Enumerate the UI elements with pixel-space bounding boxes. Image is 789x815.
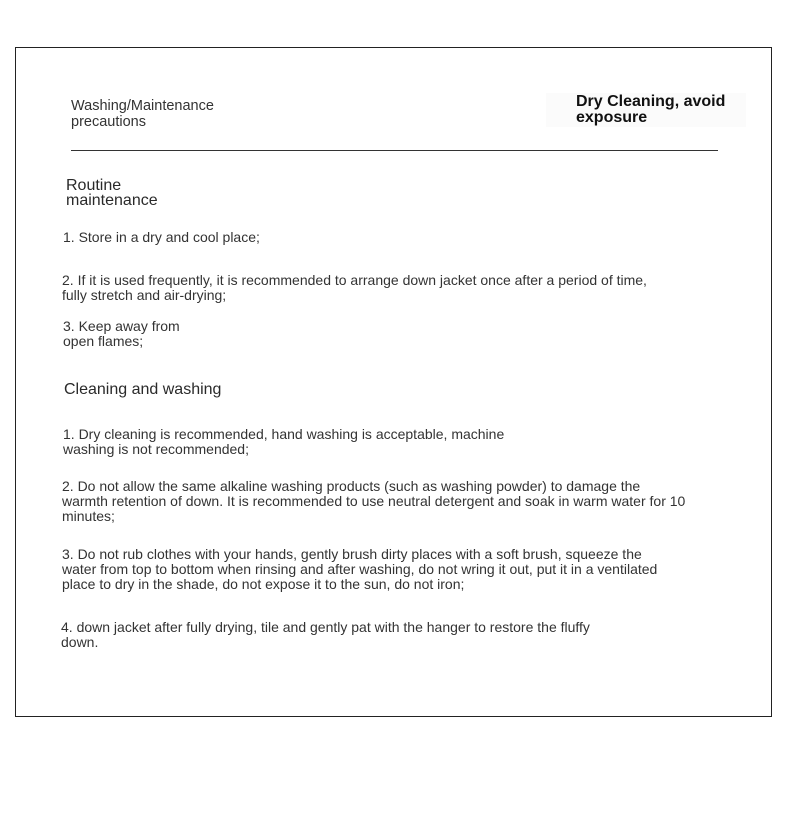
care-label-card	[15, 47, 772, 717]
routine-item-1: 1. Store in a dry and cool place;	[63, 229, 260, 245]
cleaning-item-3: 3. Do not rub clothes with your hands, gently brush dirty places with a soft brush, squeeze the water from top to bottom when rinsing and after washing, do not wring it out, put it in a ventilated place to dry in the shade, do not expose it to the sun, do not iron;	[62, 546, 658, 592]
cleaning-item-2: 2. Do not allow the same alkaline washing products (such as washing powder) to damage the warmth retention of down. It is recommended to use neutral detergent and soak in warm water for 10 minutes;	[62, 478, 686, 524]
cleaning-item-4: 4. down jacket after fully drying, tile and gently pat with the hanger to restore the fluffy down.	[61, 619, 590, 650]
routine-item-2: 2. If it is used frequently, it is recommended to arrange down jacket once after a period of time, fully stretch and air-drying;	[62, 272, 647, 303]
header-divider	[71, 150, 718, 151]
maintenance-precautions-heading: Washing/Maintenance precautions	[71, 98, 214, 130]
routine-maintenance-title: Routine maintenance	[66, 177, 158, 209]
cleaning-washing-title: Cleaning and washing	[64, 381, 222, 398]
routine-item-3: 3. Keep away from open flames;	[63, 318, 180, 349]
cleaning-item-1: 1. Dry cleaning is recommended, hand washing is acceptable, machine washing is not recommended;	[63, 426, 505, 457]
dry-cleaning-heading: Dry Cleaning, avoid exposure	[576, 93, 726, 126]
